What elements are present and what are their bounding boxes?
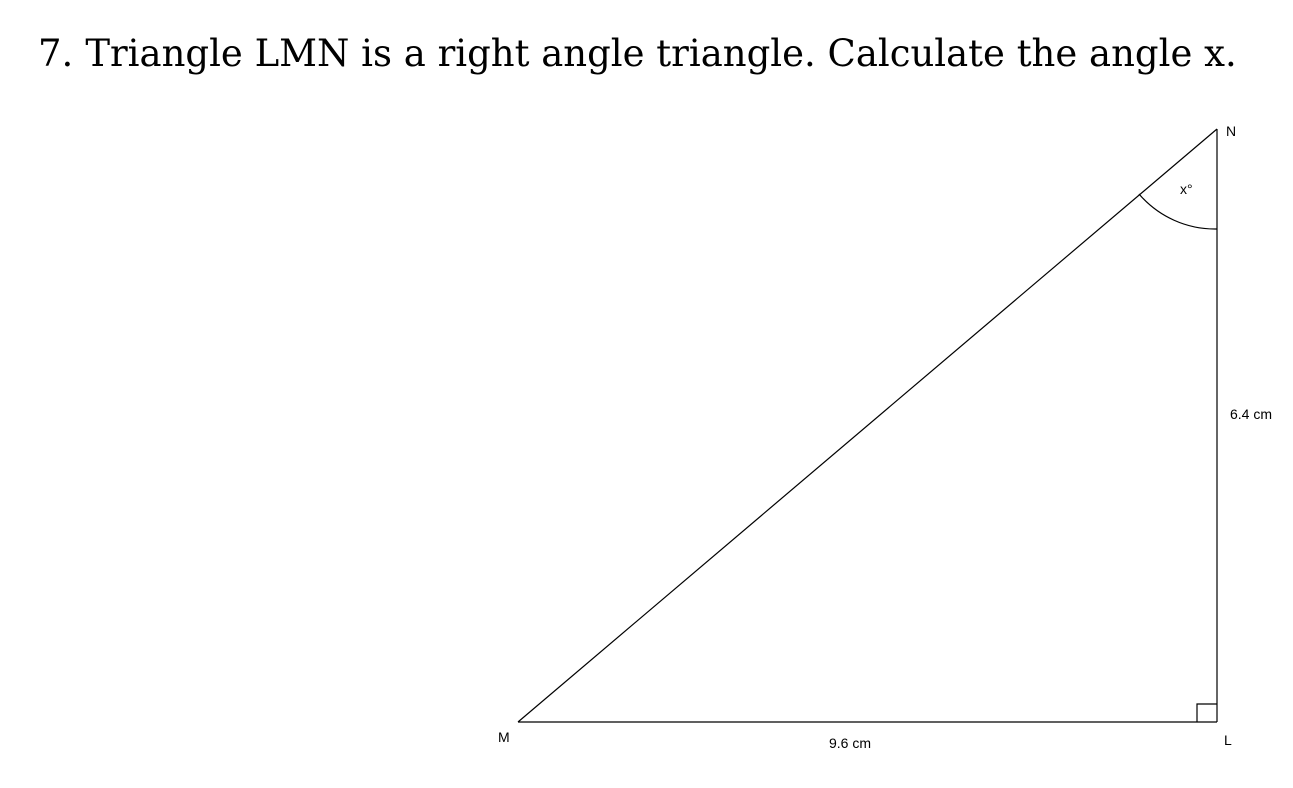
question-body: Triangle LMN is a right angle triangle. Calculate the angle x. <box>85 32 1237 75</box>
side-label-nl: 6.4 cm <box>1230 406 1273 422</box>
vertex-label-n: N <box>1226 123 1237 139</box>
side-label-ml: 9.6 cm <box>829 735 872 751</box>
vertex-label-l: L <box>1224 732 1232 748</box>
vertex-label-m: M <box>498 729 510 745</box>
side-mn <box>518 129 1217 722</box>
question-number: 7. <box>38 32 74 75</box>
angle-arc-n <box>1139 194 1217 229</box>
angle-label-x: x° <box>1180 181 1193 197</box>
right-angle-marker <box>1197 704 1217 722</box>
